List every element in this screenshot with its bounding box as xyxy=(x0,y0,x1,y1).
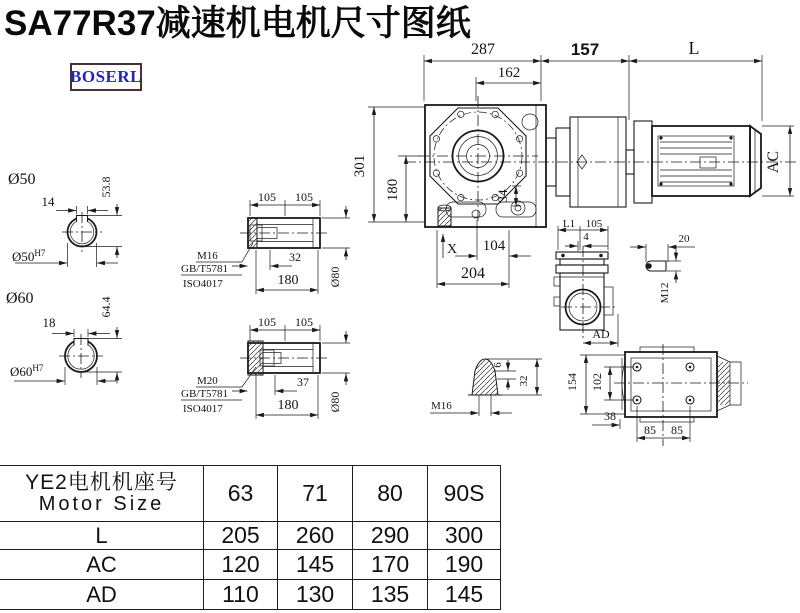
table-row-AD xyxy=(0,580,501,610)
dim-85-right: 85 xyxy=(671,423,683,437)
cell-L-90S: 300 xyxy=(428,522,501,550)
dim-AC: AC xyxy=(765,150,782,174)
frame-size-80: 80 xyxy=(353,466,428,522)
dim-38: 38 xyxy=(604,409,616,423)
key-detail xyxy=(630,233,695,303)
dim-M12: M12 xyxy=(659,282,671,304)
dim-204: 204 xyxy=(461,265,485,282)
bore-label-50: $Ø50^{H7}$ xyxy=(12,248,46,264)
span-right-1: 105 xyxy=(295,190,313,204)
cell-AC-71: 145 xyxy=(278,550,353,580)
cell-AC-63: 120 xyxy=(204,550,278,580)
bore-title-50: Ø50 xyxy=(8,171,36,188)
table-header-cell xyxy=(0,466,204,522)
diameter-2: Ø80 xyxy=(328,391,342,413)
row-label-AD: AD xyxy=(0,580,204,610)
key-width-60: 18 xyxy=(42,315,56,330)
dim-M16: M16 xyxy=(431,400,452,412)
page-title: SA77R37减速机电机尺寸图纸 xyxy=(4,4,471,43)
standard-1a: GB/T5781 xyxy=(181,263,229,275)
motor-size-table xyxy=(0,465,501,610)
motor-body xyxy=(652,126,750,196)
dim-6: 6 xyxy=(492,362,504,368)
bore-section-50 xyxy=(8,171,122,267)
hollow-shaft-m16 xyxy=(181,190,350,294)
logo-text: BOSERL xyxy=(70,67,142,86)
span-left-2: 105 xyxy=(258,315,276,329)
span-right-2: 105 xyxy=(295,315,313,329)
frame-size-90S: 90S xyxy=(428,466,501,522)
span-left-1: 105 xyxy=(258,190,276,204)
thread-2: M20 xyxy=(197,375,218,387)
table-row-L xyxy=(0,522,501,550)
dim-102: 102 xyxy=(590,373,604,391)
dim-287: 287 xyxy=(471,41,495,58)
table-header-en: Motor Size xyxy=(38,493,165,516)
key-depth-60: 64.4 xyxy=(99,296,113,318)
key-width-50: 14 xyxy=(41,194,55,209)
thread-depth-1: 32 xyxy=(289,250,301,264)
dim-20: 20 xyxy=(678,233,690,245)
row-label-L: L xyxy=(0,522,204,550)
frame-size-63: 63 xyxy=(204,466,278,522)
dim-4: 4 xyxy=(583,231,589,243)
rear-view xyxy=(565,344,748,446)
main-view xyxy=(352,38,797,288)
dim-34: 34 xyxy=(495,189,510,203)
standard-2b: ISO4017 xyxy=(183,403,223,415)
dim-105-side: 105 xyxy=(585,218,603,230)
bore-section-60 xyxy=(6,290,122,385)
dim-301: 301 xyxy=(352,154,368,178)
mark-X: X xyxy=(446,242,458,257)
rear-housing xyxy=(625,352,717,417)
dim-AD-side: AD xyxy=(592,327,610,341)
dim-85-left: 85 xyxy=(644,423,656,437)
table-header-row xyxy=(0,466,501,522)
cell-L-71: 260 xyxy=(278,522,353,550)
cell-L-63: 205 xyxy=(204,522,278,550)
plug-detail xyxy=(430,359,542,416)
thread-1: M16 xyxy=(197,250,218,262)
dim-154: 154 xyxy=(565,373,579,391)
dim-32-plug: 32 xyxy=(518,375,530,387)
cell-AD-71: 130 xyxy=(278,580,353,610)
length-2: 180 xyxy=(277,398,299,413)
dim-162: 162 xyxy=(497,65,521,81)
cell-AD-63: 110 xyxy=(204,580,278,610)
thread-depth-2: 37 xyxy=(297,375,309,389)
dim-157: 157 xyxy=(570,40,600,59)
dim-104: 104 xyxy=(482,238,506,254)
row-label-AC: AC xyxy=(0,550,204,580)
cell-AD-90S: 145 xyxy=(428,580,501,610)
bore-title-60: Ø60 xyxy=(6,290,34,307)
cell-AC-80: 170 xyxy=(353,550,428,580)
unit-side-view xyxy=(554,218,618,347)
table-header-cn: YE2电机机座号 xyxy=(25,470,178,494)
cell-AC-90S: 190 xyxy=(428,550,501,580)
standard-2a: GB/T5781 xyxy=(181,388,229,400)
dim-L: L xyxy=(688,38,700,58)
cell-L-80: 290 xyxy=(353,522,428,550)
dim-180: 180 xyxy=(385,178,401,202)
dim-L1: L1 xyxy=(562,218,576,230)
bore-label-60: $Ø60^{H7}$ xyxy=(10,363,44,379)
cell-AD-80: 135 xyxy=(353,580,428,610)
key-depth-50: 53.8 xyxy=(99,176,113,198)
diameter-1: Ø80 xyxy=(328,266,342,288)
table-row-AC xyxy=(0,550,501,580)
hollow-shaft-m20 xyxy=(181,315,350,419)
frame-size-71: 71 xyxy=(278,466,353,522)
length-1: 180 xyxy=(277,273,299,288)
standard-1b: ISO4017 xyxy=(183,278,223,290)
